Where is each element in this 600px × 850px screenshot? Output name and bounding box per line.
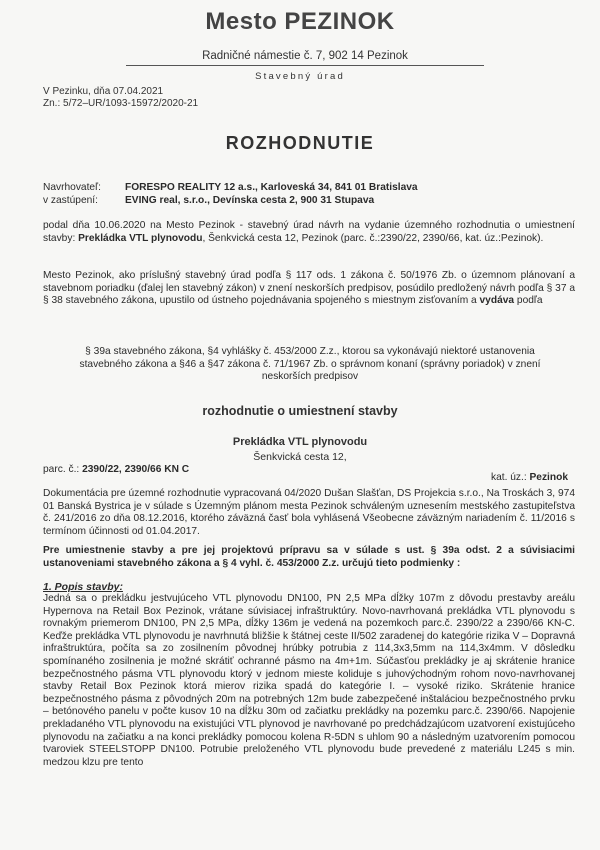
representative-label: v zastúpení:: [43, 195, 98, 206]
applicant-value: FORESPO REALITY 12 a.s., Karloveská 34, 841 01 Bratislava: [125, 182, 418, 193]
intro-paragraph: [43, 220, 575, 245]
project-street: Šenkvická cesta 12,: [253, 451, 347, 463]
authority-verb: vydáva: [479, 295, 515, 307]
authority-text-before: Mesto Pezinok, ako príslušný stavebný úrad podľa § 117 ods. 1 zákona č. 50/1976 Zb. o územnom plánovaní a stavebnom poriadku (ďalej len stavebný zákon) v znení neskorších predpisov, posúdilo predložený návrh podľa § 37 a § 38 stavebného zákona, upustilo od ústneho pojednávania spojeného s miestnym zisťovaním a: [43, 270, 575, 307]
office-name: Stavebný úrad: [255, 71, 345, 82]
reference-number: Zn.: 5/72–UR/1093-15972/2020-21: [43, 98, 199, 109]
intro-project: Prekládka VTL plynovodu: [78, 232, 203, 244]
law-references: § 39a stavebného zákona, §4 vyhlášky č. 453/2000 Z.z., ktorou sa vykonávajú niektoré ustanovenia stavebného zákona a §46 a §47 zákona č. 71/1967 Zb. o správnom konaní (správny poriadok) v znení neskorších predpisov: [79, 346, 541, 383]
conditions-intro: Pre umiestnenie stavby a pre jej projektovú prípravu sa v súlade s ust. § 39a odst. 2 a súvisiacimi ustanoveniami stavebného zákona a § 4 vyhl. č. 453/2000 Z.z. určujú tieto podmienky :: [43, 545, 575, 569]
section-1-heading: 1. Popis stavby:: [43, 581, 123, 593]
place-date: V Pezinku, dňa 07.04.2021: [43, 86, 164, 97]
city-title: Mesto PEZINOK: [205, 8, 395, 35]
representative-row: [43, 195, 374, 206]
applicant-label: Navrhovateľ:: [43, 182, 101, 193]
city-address: Radničné námestie č. 7, 902 14 Pezinok: [202, 50, 408, 62]
parcel-label: parc. č.:: [43, 464, 83, 475]
parcel-value: 2390/22, 2390/66 KN C: [82, 464, 190, 475]
project-name: Prekládka VTL plynovodu: [232, 436, 368, 448]
header-divider: [126, 65, 484, 66]
authority-text-after: podľa: [514, 295, 543, 307]
cadastre-label: kat. úz.:: [490, 472, 530, 483]
documentation-paragraph: Dokumentácia pre územné rozhodnutie vypracovaná 04/2020 Dušan Slašťan, DS Projekcia s.r.o., Na Troskách 3, 974 01 Banská Bystrica je v súlade s Územným plánom mesta Pezinok schváleným uznesením mestského zastupiteľstva č. 241/2016 zo dňa 08.12.2016, ktorého záväzná časť bola vyhlásená Všeobecne záväzným nariadením č. 11/2016 s termínom účinnosti od 01.04.2017.: [43, 488, 575, 537]
cadastre-line: [491, 472, 568, 483]
section-1-text: Jedná sa o prekládku jestvujúceho VTL plynovodu DN100, PN 2,5 MPa dĺžky 107m z dôvodu prestavby areálu Hypernova na Retail Box Pezinok, vrátane súvisiacej infraštruktúry. Novo-navrhovaná prekládka VTL plynovodu s rovnakým priemerom DN100, PN 2,5 MPa, dĺžky 136m je vedená na pozemkoch parc.č. 2390/22 a 2390/66 KN-C. Keďže prekládka VTL plynovodu je navrhnutá bližšie k štátnej ceste II/502 zaradenej do kategórie rizika V – Dopravná infraštruktúra, počíta sa zo zosilnením pôvodnej hrúbky potrubia z 114,3x3,5mm na 114,3x4mm. V dôsledku spomínaného zosilnenia je možné skrátiť ochranné pásmo na 4m+1m. Súčasťou prekládky je aj skrátenie hranice bezpečnostného pásma VTL plynovodu ktorý v jednom mieste koliduje s juhovýchodným rohom novo-navrhovanej stavby Retail Box Pezinok ktorá mierov rizika spadá do kategórie I. – vysoké riziko. Skrátenie hranice bezpečnostného pásma z pôvodných 20m na potrebných 12m bude zabezpečené inštaláciou bezpečnostného prvku – betónového panelu v počte kusov 10 na dĺžku 30m od začiatku prekládky na pozemku parc.č. 2390/66. Napojenie prekladaného VTL plynovodu na existujúci VTL plynovod je navrhované po predchádzajúcom uzatvorení existujúceho plynovodu na začiatku a na konci prekládky pomocou kolena R-5DN s uhlom 90 a následným uzatvorením pomocou tvaroviek STEELSTOPP DN100. Potrubie preloženého VTL plynovodu bude prevedené z materiálu L245 s min. medzou klzu pre tento: [43, 593, 575, 768]
intro-text-after: , Šenkvická cesta 12, Pezinok (parc. č.:2390/22, 2390/66, kat. úz.:Pezinok).: [202, 232, 544, 244]
parcel-line: [43, 464, 189, 475]
decision-title: rozhodnutie o umiestnení stavby: [202, 404, 398, 418]
cadastre-value: Pezinok: [529, 472, 568, 483]
applicant-row: [43, 182, 418, 193]
intro-text-before: podal dňa 10.06.2020 na Mesto Pezinok - stavebný úrad návrh na vydanie územného rozhodnutia o umiestnení stavby:: [43, 220, 575, 244]
document-title: ROZHODNUTIE: [225, 133, 375, 153]
representative-value: EVING real, s.r.o., Devínska cesta 2, 900 31 Stupava: [125, 195, 375, 206]
authority-paragraph: [43, 270, 575, 308]
